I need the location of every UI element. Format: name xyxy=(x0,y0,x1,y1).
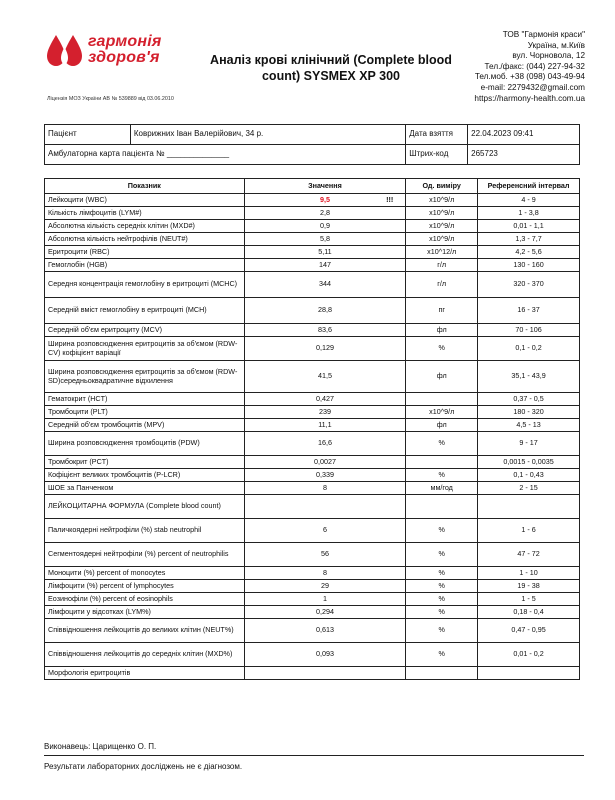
result-value-cell xyxy=(244,194,406,207)
unit: x10^9/л xyxy=(406,220,478,233)
results-header-row xyxy=(45,179,580,194)
result-value-cell xyxy=(244,593,406,606)
table-row xyxy=(45,393,580,406)
reference-range: 4,2 - 5,6 xyxy=(478,246,580,259)
result-value-cell xyxy=(244,272,406,298)
unit: % xyxy=(406,606,478,619)
company-line: Україна, м.Київ xyxy=(527,40,585,50)
result-value-cell xyxy=(244,259,406,272)
reference-range: 4,5 - 13 xyxy=(478,419,580,432)
result-value: 8 xyxy=(322,482,327,492)
reference-range: 0,01 - 0,2 xyxy=(478,643,580,667)
indicator-name: Моноцити (%) percent of monocytes xyxy=(45,567,245,580)
company-info xyxy=(385,30,585,104)
date-value: 22.04.2023 09:41 xyxy=(468,125,580,145)
table-row xyxy=(45,233,580,246)
table-row xyxy=(45,259,580,272)
result-value: 9,5 xyxy=(319,194,330,204)
header-indicator: Показник xyxy=(45,179,245,194)
result-value-cell xyxy=(244,619,406,643)
reference-range: 130 - 160 xyxy=(478,259,580,272)
patient-table xyxy=(44,124,580,165)
result-value-cell xyxy=(244,456,406,469)
indicator-name: Гемоглобін (HGB) xyxy=(45,259,245,272)
result-value-cell xyxy=(244,519,406,543)
indicator-name: Лімфоцити у відсотках (LYM%) xyxy=(45,606,245,619)
unit: x10^9/л xyxy=(406,194,478,207)
barcode-label: Штрих-код xyxy=(406,145,468,165)
indicator-name: Абсолютна кількість середніх клітин (MXD#) xyxy=(45,220,245,233)
indicator-name: Морфологія еритроцитів xyxy=(45,667,245,680)
indicator-name: Абсолютна кількість нейтрофілів (NEUT#) xyxy=(45,233,245,246)
company-line: Тел.моб. +38 (098) 043-49-94 xyxy=(474,72,585,82)
result-value: 1 xyxy=(322,593,327,603)
unit: % xyxy=(406,593,478,606)
table-row xyxy=(45,432,580,456)
result-value-cell xyxy=(244,246,406,259)
table-row xyxy=(45,619,580,643)
unit: x10^9/л xyxy=(406,233,478,246)
unit: % xyxy=(406,580,478,593)
result-value: 0,0027 xyxy=(313,456,336,466)
result-value: 28,8 xyxy=(317,305,332,315)
table-row xyxy=(45,220,580,233)
indicator-name: Еритроцити (RBC) xyxy=(45,246,245,259)
result-value: 344 xyxy=(318,279,331,289)
table-row xyxy=(45,543,580,567)
company-line: ТОВ "Гармонія краси" xyxy=(502,30,585,39)
executor: Виконавець: Царищенко О. П. xyxy=(44,742,157,751)
reference-range: 1 - 5 xyxy=(478,593,580,606)
table-row xyxy=(45,361,580,393)
indicator-name: ШОЕ за Панченком xyxy=(45,482,245,495)
patient-label: Пацієнт xyxy=(45,125,131,145)
clinic-logo xyxy=(46,33,206,73)
indicator-name: Паличкоядерні нейтрофіли (%) stab neutrophil xyxy=(45,519,245,543)
table-row xyxy=(45,207,580,220)
indicator-name: Середній об'єм тромбоцитів (MPV) xyxy=(45,419,245,432)
reference-range: 0,37 - 0,5 xyxy=(478,393,580,406)
result-value: 2,8 xyxy=(319,207,330,217)
result-value: 0,9 xyxy=(319,220,330,230)
indicator-name: Ширина розповсюдження еритроцитів за об'ємом (RDW-SD)середньоквадратичне відхилення xyxy=(45,361,245,393)
table-row xyxy=(45,272,580,298)
reference-range: 1 - 10 xyxy=(478,567,580,580)
result-value-cell xyxy=(244,580,406,593)
unit: мм/год xyxy=(406,482,478,495)
unit: % xyxy=(406,543,478,567)
table-row xyxy=(45,194,580,207)
unit: фл xyxy=(406,419,478,432)
result-value: 147 xyxy=(318,259,331,269)
indicator-name: Співвідношення лейкоцитів до середніх клітин (MXD%) xyxy=(45,643,245,667)
indicator-name: Середній об'єм еритроциту (MCV) xyxy=(45,324,245,337)
table-row xyxy=(45,667,580,680)
table-row xyxy=(45,482,580,495)
header-value: Значення xyxy=(244,179,406,194)
date-label: Дата взяття xyxy=(406,125,468,145)
result-value-cell xyxy=(244,220,406,233)
table-row xyxy=(45,606,580,619)
result-value-cell xyxy=(244,432,406,456)
reference-range: 0,1 - 0,43 xyxy=(478,469,580,482)
license-text: Ліцензія МОЗ України АВ № 539889 від 03.06.2010 xyxy=(47,96,174,102)
logo-text-line1: гармонія xyxy=(88,33,162,50)
unit: % xyxy=(406,519,478,543)
unit: % xyxy=(406,643,478,667)
reference-range: 320 - 370 xyxy=(478,272,580,298)
company-line: e-mail: 2279432@gmail.com xyxy=(480,82,585,92)
company-line: вул. Чорновола, 12 xyxy=(512,51,585,61)
result-value: 0,093 xyxy=(315,649,334,659)
footer-divider xyxy=(44,755,584,756)
result-value-cell xyxy=(244,482,406,495)
disclaimer: Результати лабораторних досліджень не є діагнозом. xyxy=(44,762,243,771)
result-value: 11,1 xyxy=(318,419,332,429)
result-value-cell xyxy=(244,543,406,567)
title-line2: count) SYSMEX XP 300 xyxy=(261,69,400,83)
result-value-cell xyxy=(244,324,406,337)
unit xyxy=(406,393,478,406)
patient-name: Коврижних Іван Валерійович, 34 р. xyxy=(130,125,405,145)
unit: % xyxy=(406,469,478,482)
result-value-cell xyxy=(244,469,406,482)
unit xyxy=(406,495,478,519)
result-value: 83,6 xyxy=(317,324,332,334)
indicator-name: Лімфоцити (%) percent of lymphocytes xyxy=(45,580,245,593)
reference-range: 2 - 15 xyxy=(478,482,580,495)
table-row xyxy=(45,580,580,593)
indicator-name: Середня концентрація гемоглобіну в еритроциті (MCHC) xyxy=(45,272,245,298)
reference-range: 4 - 9 xyxy=(478,194,580,207)
unit: пг xyxy=(406,298,478,324)
table-row xyxy=(45,593,580,606)
reference-range: 1 - 6 xyxy=(478,519,580,543)
result-value-cell xyxy=(244,361,406,393)
table-row xyxy=(45,519,580,543)
reference-range: 0,18 - 0,4 xyxy=(478,606,580,619)
reference-range: 9 - 17 xyxy=(478,432,580,456)
results-table xyxy=(44,178,580,680)
result-value: 0,339 xyxy=(315,469,334,479)
indicator-name: Сегментоядерні нейтрофіли (%) percent of neutrophilis xyxy=(45,543,245,567)
reference-range: 47 - 72 xyxy=(478,543,580,567)
result-value-cell xyxy=(244,606,406,619)
result-value-cell xyxy=(244,337,406,361)
result-value: 8 xyxy=(322,567,327,577)
unit: x10^9/л xyxy=(406,406,478,419)
reference-range: 16 - 37 xyxy=(478,298,580,324)
unit: г/л xyxy=(406,259,478,272)
unit: x10^12/л xyxy=(406,246,478,259)
reference-range: 0,1 - 0,2 xyxy=(478,337,580,361)
indicator-name: Ширина розповсюдження тромбоцитів (PDW) xyxy=(45,432,245,456)
result-value-cell xyxy=(244,298,406,324)
result-value: 0,129 xyxy=(315,343,334,353)
table-row xyxy=(45,419,580,432)
result-value: 56 xyxy=(320,549,329,559)
unit: % xyxy=(406,432,478,456)
company-line: Тел./факс: (044) 227-94-32 xyxy=(484,61,585,71)
unit: фл xyxy=(406,324,478,337)
unit: % xyxy=(406,337,478,361)
table-row xyxy=(45,456,580,469)
reference-range: 0,0015 - 0,0035 xyxy=(478,456,580,469)
indicator-name: Кількість лімфоцитів (LYM#) xyxy=(45,207,245,220)
indicator-name: Середній вміст гемоглобіну в еритроциті (MCH) xyxy=(45,298,245,324)
result-value: 6 xyxy=(322,525,327,535)
results-body xyxy=(45,194,580,680)
unit: % xyxy=(406,567,478,580)
result-value-cell xyxy=(244,419,406,432)
result-value-cell xyxy=(244,406,406,419)
reference-range xyxy=(478,495,580,519)
result-value: 239 xyxy=(318,406,331,416)
result-value: 5,8 xyxy=(319,233,330,243)
company-line: https://harmony-health.com.ua xyxy=(474,93,585,103)
reference-range: 1,3 - 7,7 xyxy=(478,233,580,246)
indicator-name: Тромбокрит (PCT) xyxy=(45,456,245,469)
logo-text-line2: здоров'я xyxy=(88,49,160,66)
reference-range: 70 - 106 xyxy=(478,324,580,337)
header-reference: Референсний інтервал xyxy=(478,179,580,194)
table-row xyxy=(45,324,580,337)
unit xyxy=(406,456,478,469)
header-unit: Од. виміру xyxy=(406,179,478,194)
reference-range: 35,1 - 43,9 xyxy=(478,361,580,393)
abnormal-flag: !!! xyxy=(386,195,394,204)
result-value: 29 xyxy=(320,580,329,590)
result-value-cell xyxy=(244,495,406,519)
reference-range: 1 - 3,8 xyxy=(478,207,580,220)
table-row xyxy=(45,298,580,324)
result-value-cell xyxy=(244,207,406,220)
unit: x10^9/л xyxy=(406,207,478,220)
unit: фл xyxy=(406,361,478,393)
patient-row xyxy=(45,125,580,145)
indicator-name: Еозинофіли (%) percent of eosinophils xyxy=(45,593,245,606)
unit xyxy=(406,667,478,680)
result-value-cell xyxy=(244,567,406,580)
result-value: 0,427 xyxy=(315,393,334,403)
table-row xyxy=(45,337,580,361)
card-label: Амбулаторна карта пацієнта № ______________ xyxy=(45,145,406,165)
result-value: 41,5 xyxy=(317,371,332,381)
indicator-name: Тромбоцити (PLT) xyxy=(45,406,245,419)
indicator-name: Співвідношення лейкоцитів до великих клітин (NEUT%) xyxy=(45,619,245,643)
reference-range: 180 - 320 xyxy=(478,406,580,419)
result-value-cell xyxy=(244,233,406,246)
title-line1: Аналіз крові клінічний (Complete blood xyxy=(210,53,452,67)
table-row xyxy=(45,643,580,667)
indicator-name: ЛЕЙКОЦИТАРНА ФОРМУЛА (Complete blood count) xyxy=(45,495,245,519)
result-value-cell xyxy=(244,643,406,667)
drop-logo-icon xyxy=(46,33,84,67)
indicator-name: Ширина розповсюдження еритроцитів за об'ємом (RDW-CV) кофіцієнт варіації xyxy=(45,337,245,361)
reference-range: 0,47 - 0,95 xyxy=(478,619,580,643)
indicator-name: Кофіцієнт великих тромбоцитів (P-LCR) xyxy=(45,469,245,482)
result-value: 0,294 xyxy=(315,606,334,616)
indicator-name: Лейкоцити (WBC) xyxy=(45,194,245,207)
card-row xyxy=(45,145,580,165)
table-row xyxy=(45,246,580,259)
table-row xyxy=(45,567,580,580)
table-row xyxy=(45,495,580,519)
unit: г/л xyxy=(406,272,478,298)
reference-range: 19 - 38 xyxy=(478,580,580,593)
table-row xyxy=(45,406,580,419)
table-row xyxy=(45,469,580,482)
result-value-cell xyxy=(244,393,406,406)
result-value: 5,11 xyxy=(318,246,332,256)
result-value: 16,6 xyxy=(317,438,332,448)
reference-range xyxy=(478,667,580,680)
barcode-value: 265723 xyxy=(468,145,580,165)
reference-range: 0,01 - 1,1 xyxy=(478,220,580,233)
indicator-name: Гематокрит (HCT) xyxy=(45,393,245,406)
unit: % xyxy=(406,619,478,643)
result-value-cell xyxy=(244,667,406,680)
result-value: 0,613 xyxy=(315,625,334,635)
